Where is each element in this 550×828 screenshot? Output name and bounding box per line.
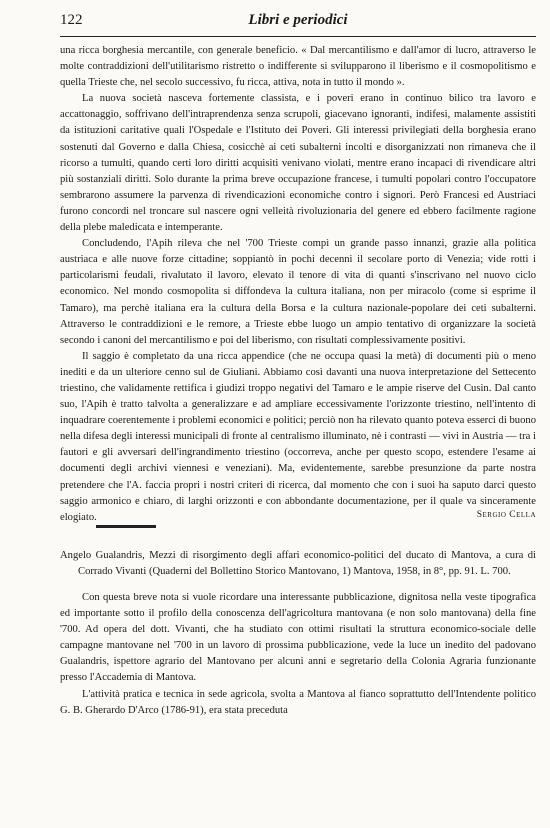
paragraph: La nuova società nasceva fortemente classista, e i poveri erano in continuo bilico tra lavoro e accattonaggio, soffrivano dell'intraprendenza senza scrupoli, giacevano ignoranti, indifesi, malamente assistiti da istituzioni caritative quali l'Ospedale e l'Istituto dei Poveri. Gli interessi privilegiati della borghesia erano sostenuti dal Governo e dalla Chiesa, cosicchè ai ceti subalterni incolti e disorganizzati non rimaneva che il ricorso a tumulti, quando certi loro diritti acquisiti venivano violati, mentre erano incapaci di rivendicare altri più sostanziali diritti. Solo durante la prima breve occupazione francese, i tumulti popolari contro l'occupatore sembrarono assumere la parvenza di rivendicazioni economiche contro i signori. Però Francesi ed Austriaci furono concordi nel troncare sul nascere ogni velleità rivoluzionaria del genere ed ebbero facilmente ragione della plebe maledicata e intemperante.	[60, 93, 536, 234]
page-header	[60, 12, 536, 34]
running-title: Libri e periodici	[248, 12, 348, 28]
paragraph: Con questa breve nota si vuole ricordare una interessante pubblicazione, dignitosa nella veste tipografica ed importante sotto il profilo della conoscenza dell'agricoltura mantovana (e non solo mantovana) della fine '700. Ad opera del dott. Vivanti, che ha studiato con ottimi risultati la struttura economico-sociale delle campagne mantovane nel '700 in un lavoro di prossima pubblicazione, vede la luce un inedito del padovano Gualandris, ispettore agrario del Mantovano per alcuni anni e segretario della Colonia Agraria funzionante presso l'Accademia di Mantova.	[60, 592, 536, 684]
book-page	[60, 12, 536, 719]
paragraph: Concludendo, l'Apih rileva che nel '700 Trieste compì un grande passo innanzi, grazie alla politica austriaca e alle nuove forze cittadine; soppiantò in pochi decenni il secolare porto di Venezia; vide rotti i particolarismi feudali, rivalutato il lavoro, elevato il tenore di vita di quanti s'inscrivano nel nuovo ciclo economico. Nel mondo cosmopolita si diffondeva la cultura italiana, non per miracolo (come si esprime il Tamaro), ma perchè italiana era la cultura della Borsa e la cultura nazionale-popolare dei ceti subalterni. Attraverso le contraddizioni e le remore, a Trieste ebbe luogo un ampio tentativo di organizzare la società secondo i canoni del mercantilismo e poi del liberismo, con risultati complessivamente positivi.	[60, 238, 536, 346]
paragraph: una ricca borghesia mercantile, con generale beneficio. « Dal mercantilismo e dall'amor di lucro, attraverso le molte contraddizioni dell'utilitarismo ristretto o indifferente si svilupparono il liberismo e il cosmopolitismo e quella Trieste che, nel secolo successivo, fu ricca, attiva, nota in tutto il mondo ».	[60, 45, 536, 89]
review-article-1	[60, 43, 536, 528]
bibliographic-citation: Angelo Gualandris, Mezzi di risorgimento degli affari economico-politici del ducato di Mantova, a cura di Corrado Vivanti (Quaderni del Bollettino Storico Mantovano, 1) Mantova, 1958, in 8°, pp. 91. L. 700.	[60, 549, 536, 577]
paragraph: L'attività pratica e tecnica in sede agricola, svolta a Mantova al fianco soprattutto dell'Intendente politico G. B. Gherardo D'Arco (1786-91), era stata preceduta	[60, 688, 536, 716]
header-rule	[60, 36, 536, 37]
page-number: 122	[60, 12, 83, 28]
review-article-2	[60, 548, 536, 719]
author-signature: Sergio Cella	[476, 509, 536, 520]
paragraph: Il saggio è completato da una ricca appendice (che ne occupa quasi la metà) di documenti più o meno inediti e da un ulteriore cenno sul de Giuliani. Abbiamo così davanti una nuova interpretazione del Settecento triestino, che validamente rettifica i giudizi troppo negativi del Tamaro e le ampie riserve del Cusin. Dal canto suo, l'Apih è tratto talvolta a generalizzare e ad ampliare eccessivamente l'orizzonte triestino, nell'intento di inquadrare coerentemente i problemi economici e politici; perciò non ha rilevato quanto poteva esserci di buono nella difesa degli interessi municipali di fronte al centralismo illuminato, nè i contrasti — vivi in Austria — tra i fautori e gli avversari dell'ingrandimento triestino (occorreva, anche per questo scopo, estendere l'esame ai documenti degli archivi viennesi e veneziani). Ma, evidentemente, sarebbe presunzione da parte nostra pretendere che l'A. faccia propri i nostri criteri di ricerca, dal momento che con i suoi ha saputo darci questo saggio armonico e chiaro, di larghi orizzonti e con abbondante documentazione, per il quale va sinceramente elogiato.	[60, 350, 536, 523]
